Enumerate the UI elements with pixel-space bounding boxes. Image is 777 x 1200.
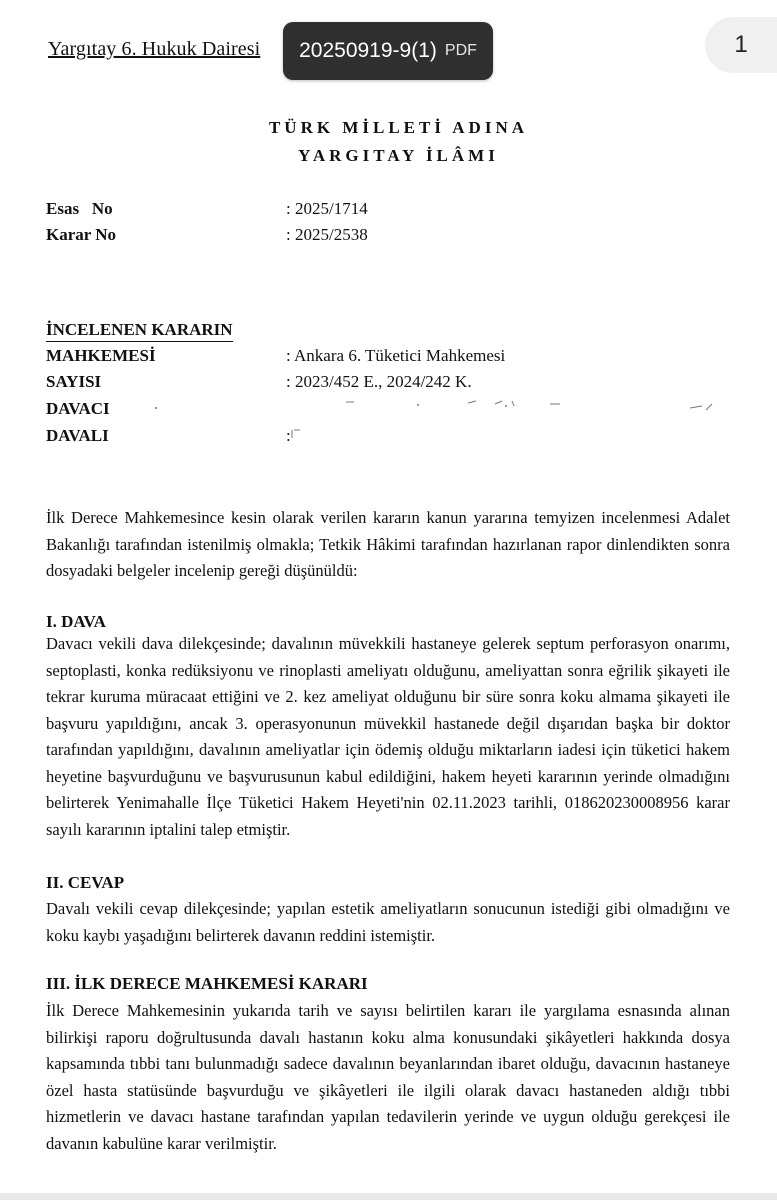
cevap-section-title: II. CEVAP <box>46 873 125 892</box>
karar-value: : 2025/2538 <box>286 225 368 244</box>
sayi-value: : 2023/452 E., 2024/242 K. <box>286 372 472 391</box>
dava-section-title: I. DAVA <box>46 612 106 631</box>
esas-label: Esas No <box>46 199 113 218</box>
karar-paragraph: İlk Derece Mahkemesinin yukarıda tarih ve sayısı belirtilen kararı ile yargılama esnasında alınan bilirkişi raporu doğrultusunda davalı hastanın koku alma konusundaki şikâyetleri hakkında dosya kapsamında tıbbi tanı bulunmadığı sadece davalının beyanlarından ibaret olduğu, davacının hastaneye özel hasta statüsünde başvurduğu ve şikâyetleri ile ilgili olarak davacı hastaneden aldığı tıbbi hizmetlerin ve davacı hastane tarafından yapılan tedavilerin yerinde ve uygun olduğu gerekçesi ile davanın kabulüne karar verilmiştir. <box>46 1001 730 1153</box>
sayi-row <box>46 372 746 394</box>
intro-paragraph: İlk Derece Mahkemesince kesin olarak verilen kararın kanun yararına temyizen incelenmesi Adalet Bakanlığı tarafından istenilmiş olmakla; Tetkik Hâkimi tarafından hazırlanan rapor dinlendikten sonra dosyadaki belgeler incelenip gereği düşünüldü: <box>46 508 730 580</box>
court-header: Yargıtay 6. Hukuk Dairesi <box>48 38 261 60</box>
mahkeme-label: MAHKEMESİ <box>46 346 156 365</box>
file-name-tooltip[interactable] <box>283 22 493 80</box>
file-name: 20250919-9(1) <box>299 39 437 62</box>
mahkeme-value: : Ankara 6. Tüketici Mahkemesi <box>286 346 506 365</box>
file-type-label: PDF <box>444 42 477 59</box>
esas-value: : 2025/1714 <box>286 199 368 218</box>
reviewed-decision-heading: İNCELENEN KARARIN <box>46 320 233 342</box>
document-title-line2: YARGITAY İLÂMI <box>298 146 499 165</box>
dava-paragraph: Davacı vekili dava dilekçesinde; davalının müvekkili hastaneye gelerek septum perforasyon onarımı, septoplasti, konka redüksiyonu ve rinoplasti ameliyatı olduğunu, ameliyattan sonra eğrilik şikayeti ile tekrar kuruma müracaat ettiğini ve 2. kez ameliyat olduğunu bir süre sonra koku almama şikayeti ile başvuru yapıldığını, ancak 3. operasyonunun müvekkil hastanede değil dışarıdan başka bir doktor tarafından yapıldığını, davalının ameliyatlar için ödemiş olduğu miktarların iadesi için tüketici hakem heyetine başvurduğunu ve başvurusunun kabul edildiğini, hakem heyeti kararının yerinde olmadığını belirterek Yenimahalle İlçe Tüketici Hakem Heyeti'nin 02.11.2023 tarihli, 018620230008956 karar sayılı kararının iptalini talep etmiştir. <box>46 634 730 839</box>
page-number-indicator: 1 <box>705 17 777 73</box>
page-bottom-edge <box>0 1193 777 1200</box>
sayi-label: SAYISI <box>46 372 102 391</box>
karar-row <box>46 225 746 247</box>
redacted-party-names <box>150 398 730 448</box>
davaci-label: DAVACI <box>46 399 110 418</box>
esas-row <box>46 199 746 221</box>
davali-label: DAVALI <box>46 426 109 445</box>
document-title-line1: TÜRK MİLLETİ ADINA <box>268 118 529 137</box>
cevap-paragraph: Davalı vekili cevap dilekçesinde; yapılan estetik ameliyatların sonucunun istediği gibi olmadığını ve koku kaybı yaşadığını belirterek davanın reddini istemiştir. <box>46 899 730 945</box>
karar-section-title: III. İLK DERECE MAHKEMESİ KARARI <box>46 974 368 993</box>
davali-value: : <box>286 426 291 445</box>
mahkeme-row <box>46 346 746 368</box>
karar-label: Karar No <box>46 225 117 244</box>
